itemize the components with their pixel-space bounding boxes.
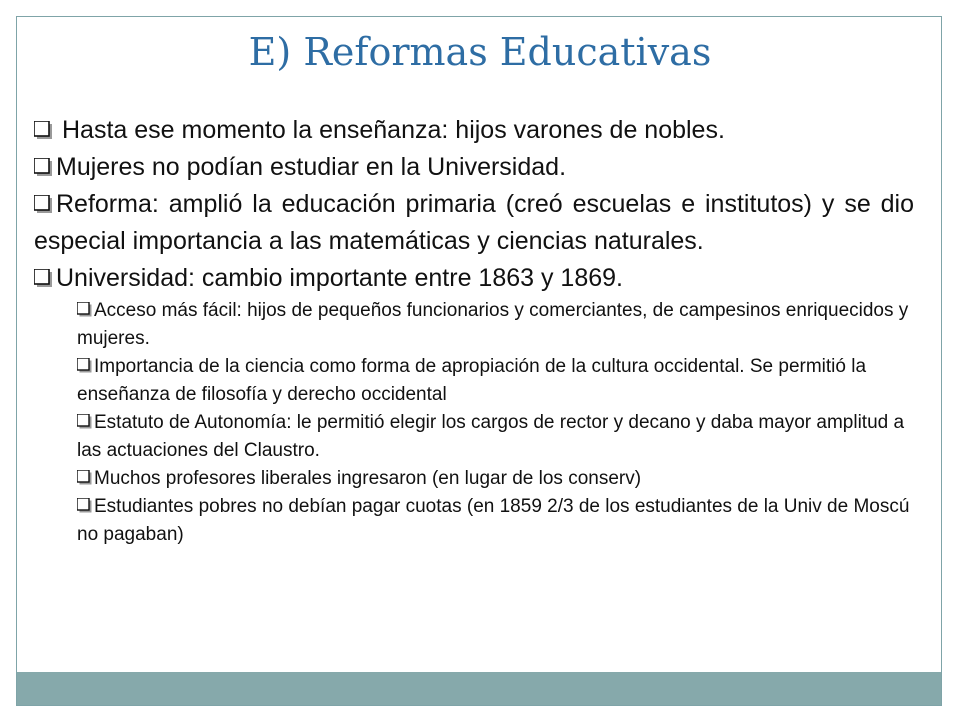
sub-bullet-text: Estudiantes pobres no debían pagar cuotas (en 1859 2/3 de los estudiantes de la Univ de Moscú no pagaban) bbox=[77, 496, 910, 545]
bullet-text: Hasta ese momento la enseñanza: hijos varones de nobles. bbox=[62, 116, 725, 144]
footer-band bbox=[17, 672, 941, 705]
shadowed-square-bullet-icon bbox=[34, 194, 54, 212]
shadowed-square-bullet-icon bbox=[77, 413, 93, 428]
bullet-item-1 bbox=[34, 112, 914, 149]
shadowed-square-bullet-icon bbox=[77, 357, 93, 372]
shadowed-square-bullet-icon bbox=[77, 469, 93, 484]
bullet-item-3 bbox=[34, 186, 914, 260]
sub-bullet-item-3 bbox=[77, 409, 914, 465]
shadowed-square-bullet-icon bbox=[34, 268, 54, 286]
sub-bullet-item-2 bbox=[77, 353, 914, 409]
sub-bullet-item-1 bbox=[77, 297, 914, 353]
sub-bullet-text: Importancia de la ciencia como forma de apropiación de la cultura occidental. Se permitió la enseñanza de filosofía y derecho occidental bbox=[77, 356, 867, 405]
bullet-text: Reforma: amplió la educación primaria (creó escuelas e institutos) y se dio especial importancia a las matemáticas y ciencias naturales. bbox=[34, 190, 914, 255]
bullet-list bbox=[34, 112, 914, 549]
sub-bullet-text: Acceso más fácil: hijos de pequeños funcionarios y comerciantes, de campesinos enriquecidos y mujeres. bbox=[77, 300, 909, 349]
bullet-item-4 bbox=[34, 260, 914, 297]
bullet-item-2 bbox=[34, 149, 914, 186]
bullet-text: Mujeres no podían estudiar en la Universidad. bbox=[56, 153, 567, 181]
shadowed-square-bullet-icon bbox=[34, 120, 54, 138]
sub-bullet-item-5 bbox=[77, 493, 914, 549]
slide-title: E) Reformas Educativas bbox=[248, 30, 712, 74]
shadowed-square-bullet-icon bbox=[34, 157, 54, 175]
shadowed-square-bullet-icon bbox=[77, 301, 93, 316]
sub-bullet-item-4 bbox=[77, 465, 914, 493]
sub-bullet-text: Estatuto de Autonomía: le permitió elegir los cargos de rector y decano y daba mayor amplitud a las actuaciones del Claustro. bbox=[77, 412, 905, 461]
shadowed-square-bullet-icon bbox=[77, 497, 93, 512]
bullet-text: Universidad: cambio importante entre 1863 y 1869. bbox=[56, 264, 623, 292]
sub-bullet-text: Muchos profesores liberales ingresaron (en lugar de los conserv) bbox=[94, 468, 642, 489]
